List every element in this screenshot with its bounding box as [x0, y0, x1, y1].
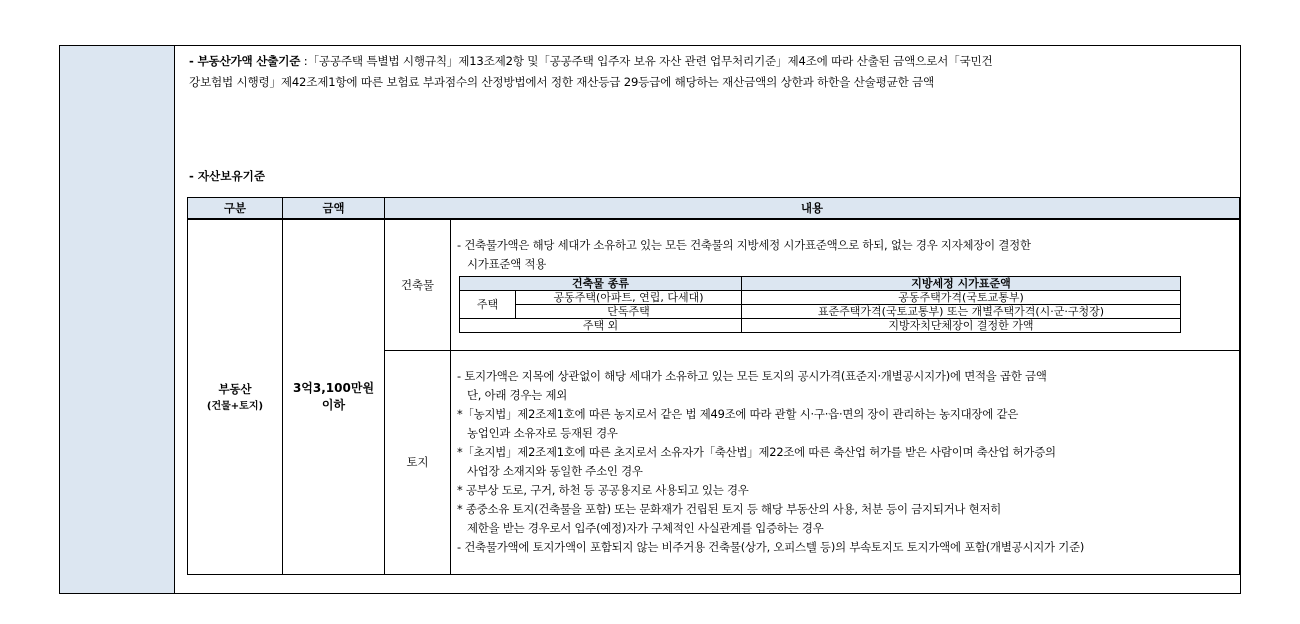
category-main: 부동산: [218, 382, 252, 397]
land-line-10: - 건축물가액에 토지가액이 포함되지 않는 비주거용 건축물(상가, 오피스텔 등)의 부속토지도 토지가액에 포함(개별공시지가 기준): [457, 540, 1085, 554]
amount-qualifier: 이하: [321, 397, 346, 412]
land-line-6: 사업장 소재지와 동일한 주소인 경우: [467, 464, 643, 478]
table-bottom-rule: [187, 574, 1240, 575]
subtable-header-value: 지방세정 시가표준액: [742, 277, 1181, 291]
amount-cell: [283, 219, 385, 574]
building-text-1: - 건축물가액은 해당 세대가 소유하고 있는 모든 건축물의 지방세정 시가표준액으로 하되, 없는 경우 지자체장이 결정한: [457, 238, 1031, 253]
valuation-criteria-text-1: :「공공주택 특별법 시행규칙」제13조제2항 및「공공주택 입주자 보유 자산 관련 업무처리기준」제4조에 따라 산출된 금액으로서「국민건: [300, 54, 993, 68]
category-sub: (건물+토지): [206, 401, 264, 413]
subtable-header-type: 건축물 종류: [460, 277, 742, 291]
valuation-criteria-label: - 부동산가액 산출기준: [189, 54, 301, 68]
subtable-r3-type: 주택 외: [460, 319, 742, 333]
subtable-r1-type: 공동주택(아파트, 연립, 다세대): [516, 291, 742, 305]
asset-criteria-table: [187, 197, 1240, 575]
subtable-r2-type: 단독주택: [516, 305, 742, 319]
category-cell: [188, 219, 283, 574]
land-line-1: - 토지가액은 지목에 상관없이 해당 세대가 소유하고 있는 모든 토지의 공시가격(표준지·개별공시지가)에 면적을 곱한 금액: [457, 369, 1047, 383]
content-area: [175, 46, 1240, 593]
land-line-3: *「농지법」제2조제1호에 따른 농지로서 같은 법 제49조에 따라 관할 시·구·읍·면의 장이 관리하는 농지대장에 같은: [457, 407, 1019, 421]
amount-value: 3억3,100만원: [292, 380, 375, 395]
subtable-r3-value: 지방자치단체장이 결정한 가액: [742, 319, 1181, 333]
valuation-criteria-text-2: 강보험법 시행령」제42조제1항에 따른 보험료 부과점수의 산정방법에서 정한 재산등급 29등급에 해당하는 재산금액의 상한과 하한을 산술평균한 금액: [189, 75, 935, 89]
header-content: 내용: [385, 198, 1240, 220]
land-line-9: 제한을 받는 경우로서 입주(예정)자가 구체적인 사실관계를 입증하는 경우: [467, 521, 824, 535]
land-line-4: 농업인과 소유자로 등재된 경우: [467, 426, 618, 440]
table-header-row: [188, 198, 1240, 220]
land-line-5: *「초지법」제2조제1호에 따른 초지로서 소유자가「축산법」제22조에 따른 축산업 허가를 받은 사람이며 축산업 허가증의: [457, 445, 1056, 459]
land-line-2: 단, 아래 경우는 제외: [467, 388, 568, 402]
document-frame: [59, 45, 1241, 594]
subtable-row: [460, 291, 1181, 305]
table-row-building: [188, 219, 1240, 350]
left-label-column: [60, 46, 175, 593]
land-line-7: * 공부상 도로, 구거, 하천 등 공공용지로 사용되고 있는 경우: [457, 483, 749, 497]
type-building: 건축물: [385, 219, 451, 350]
subtable-r2-value: 표준주택가격(국토교통부) 또는 개별주택가격(시·군·구청장): [742, 305, 1181, 319]
building-text-2: 시가표준액 적용: [467, 257, 547, 272]
subtable-row: [460, 305, 1181, 319]
subtable-housing: 주택: [460, 291, 516, 319]
header-category: 구분: [188, 198, 283, 220]
type-land: 토지: [385, 350, 451, 574]
valuation-criteria-paragraph: [189, 51, 1237, 93]
land-description-cell: [451, 350, 1240, 574]
building-description-cell: [451, 219, 1240, 350]
land-line-8: * 종중소유 토지(건축물을 포함) 또는 문화재가 건립된 토지 등 해당 부동산의 사용, 처분 등이 금지되거나 현저히: [457, 502, 1002, 516]
asset-criteria-title: - 자산보유기준: [189, 169, 266, 183]
header-amount: 금액: [283, 198, 385, 220]
subtable-r1-value: 공동주택가격(국토교통부): [742, 291, 1181, 305]
subtable-row: [460, 319, 1181, 333]
building-valuation-subtable: [459, 276, 1181, 333]
